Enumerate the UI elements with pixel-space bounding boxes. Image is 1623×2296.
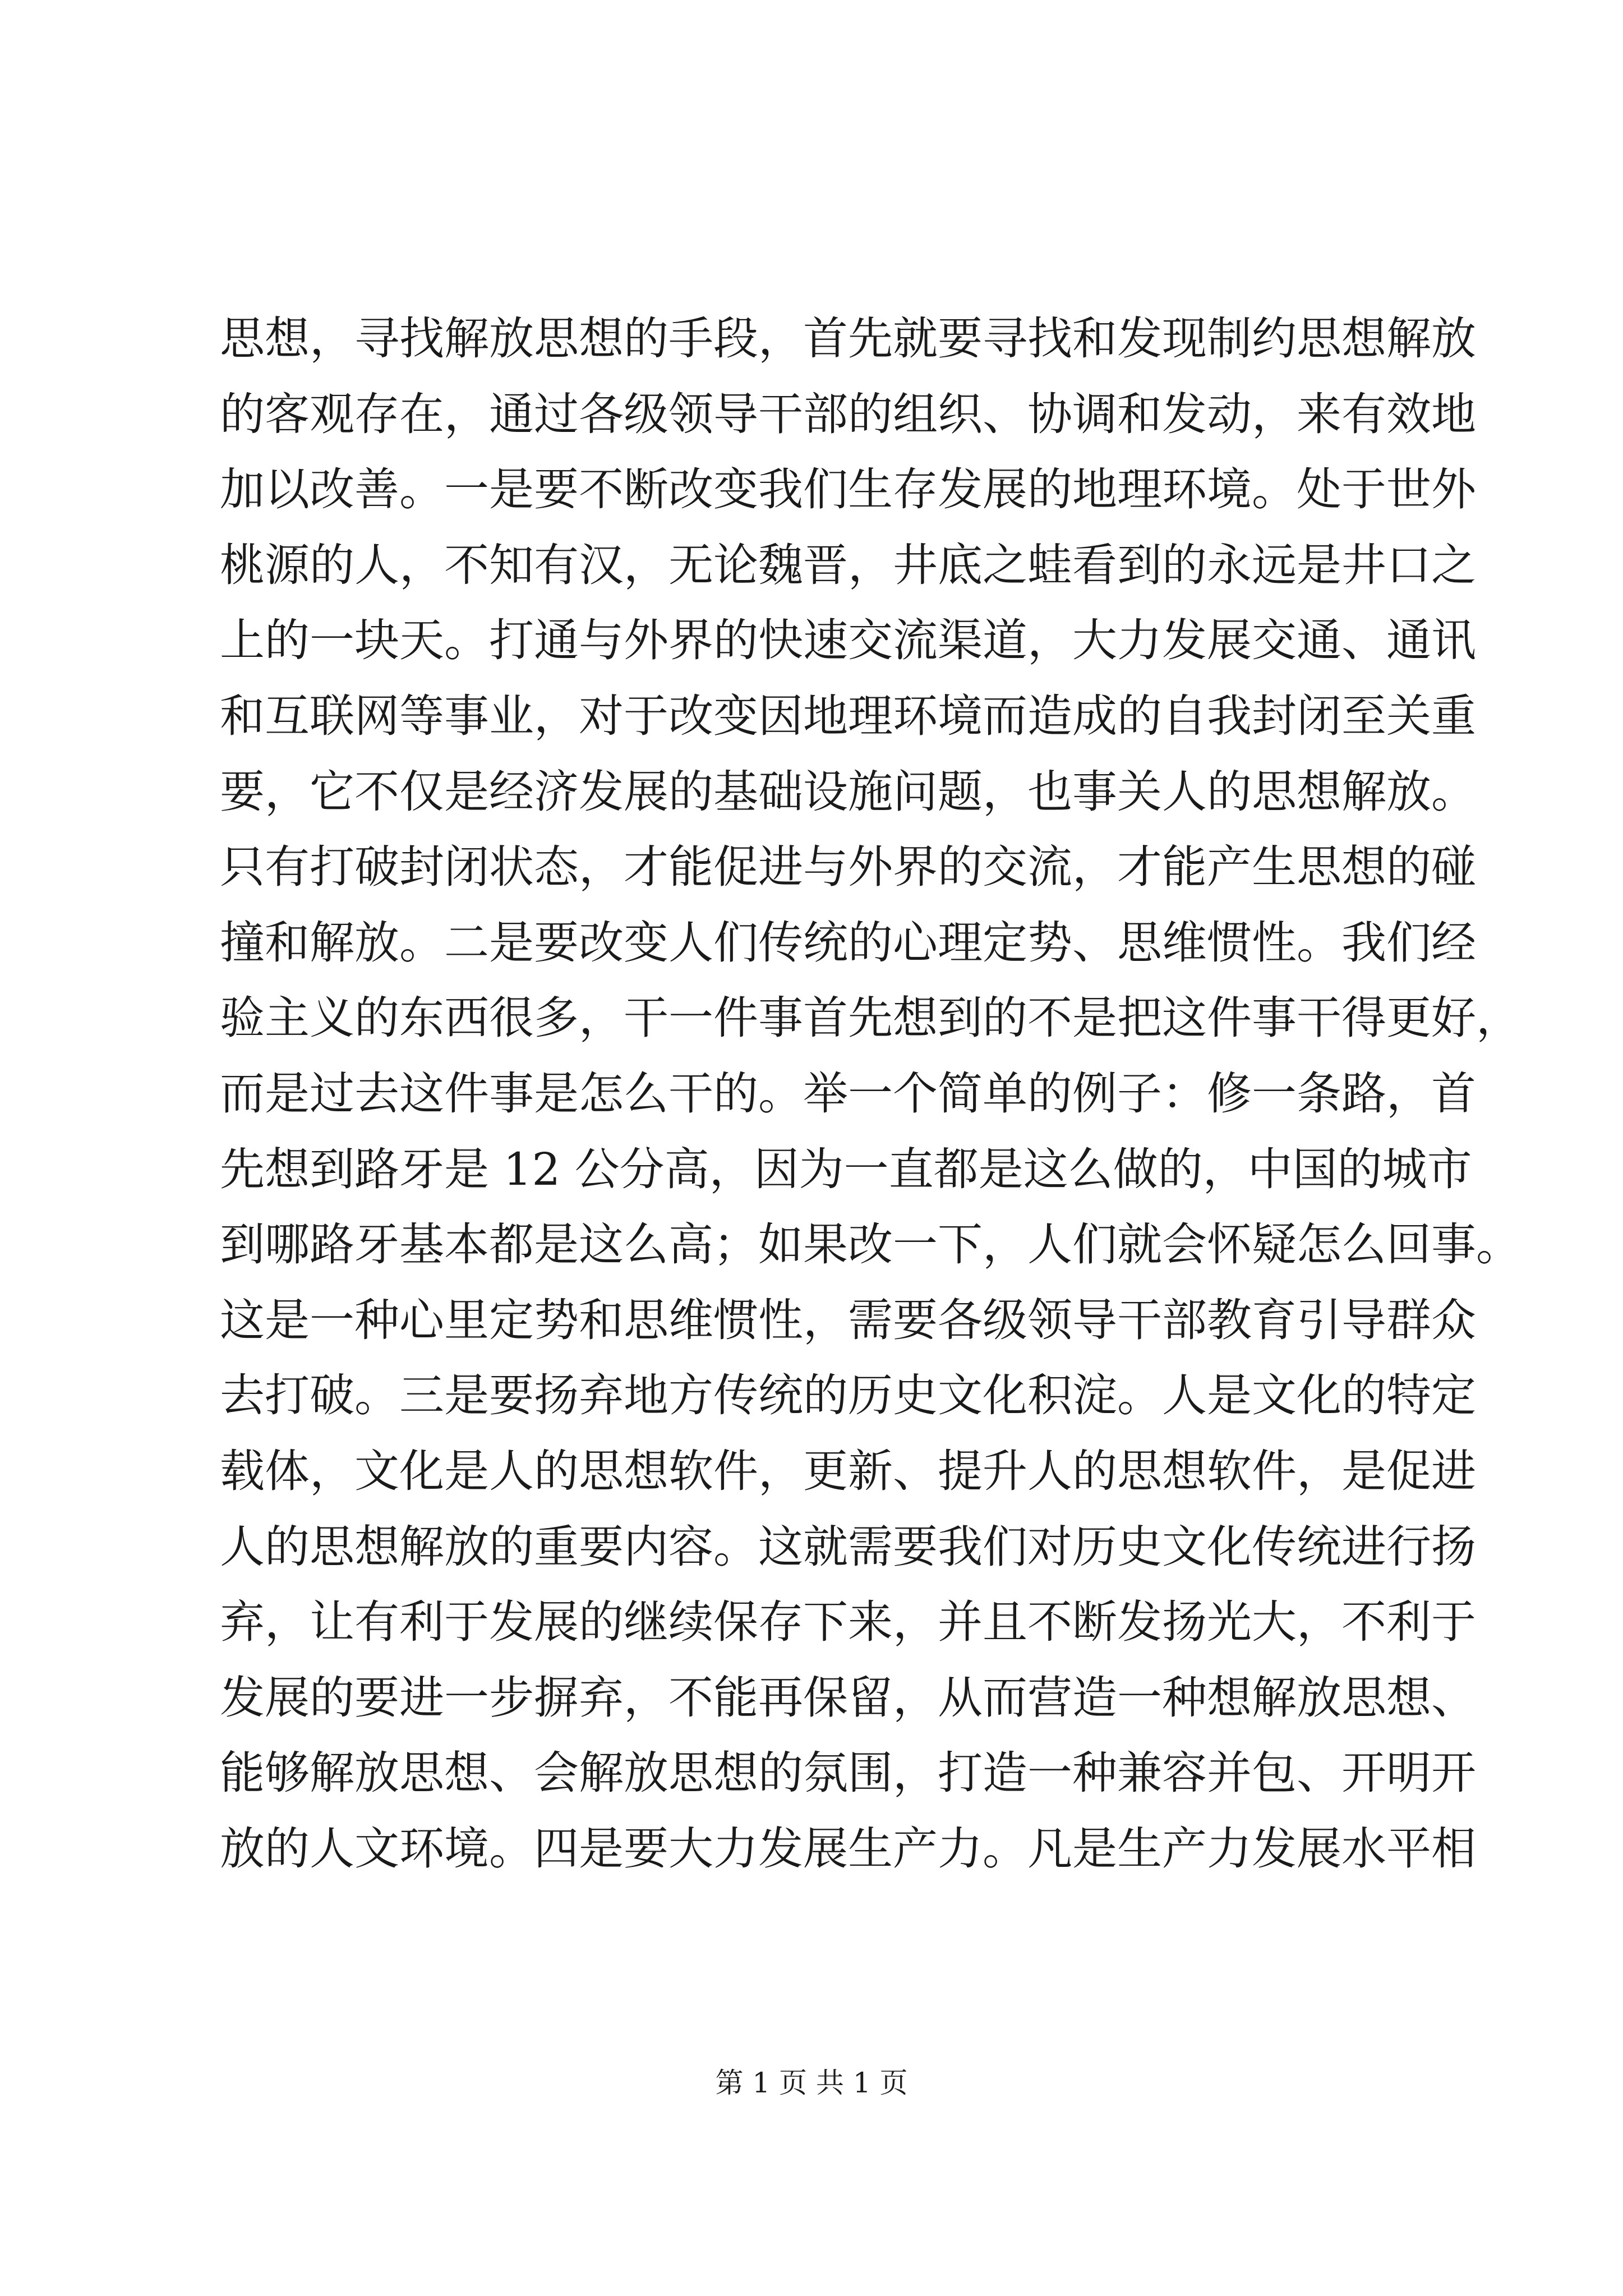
text-line: 桃源的人，不知有汉，无论魏晋，井底之蛙看到的永远是井口之 [220, 539, 1476, 591]
text-line: 要，它不仅是经济发展的基础设施问题，也事关人的思想解放。 [220, 765, 1476, 818]
text-line: 载体，文化是人的思想软件，更新、提升人的思想软件，是促进 [220, 1444, 1476, 1497]
text-line: 到哪路牙基本都是这么高；如果改一下，人们就会怀疑怎么回事。 [220, 1218, 1521, 1271]
text-line: 思想，寻找解放思想的手段，首先就要寻找和发现制约思想解放 [220, 312, 1476, 365]
text-line: 先想到路牙是 12 公分高，因为一直都是这么做的，中国的城市 [220, 1143, 1472, 1195]
text-line: 这是一种心里定势和思维惯性，需要各级领导干部教育引导群众 [220, 1294, 1476, 1346]
text-line: 去打破。三是要扬弃地方传统的历史文化积淀。人是文化的特定 [220, 1369, 1476, 1422]
text-line: 人的思想解放的重要内容。这就需要我们对历史文化传统进行扬 [220, 1520, 1476, 1573]
text-line: 而是过去这件事是怎么干的。举一个简单的例子：修一条路，首 [220, 1067, 1476, 1120]
text-line: 放的人文环境。四是要大力发展生产力。凡是生产力发展水平相 [220, 1822, 1476, 1875]
text-line: 能够解放思想、会解放思想的氛围，打造一种兼容并包、开明开 [220, 1747, 1476, 1800]
text-line: 上的一块天。打通与外界的快速交流渠道，大力发展交通、通讯 [220, 614, 1476, 667]
page-number-label: 第 1 页 共 1 页 [715, 2067, 908, 2099]
text-line: 弃，让有利于发展的继续保存下来，并且不断发扬光大，不利于 [220, 1596, 1476, 1649]
body-text [220, 301, 1521, 1887]
text-line: 只有打破封闭状态，才能促进与外界的交流，才能产生思想的碰 [220, 841, 1476, 894]
text-line: 加以改善。一是要不断改变我们生存发展的地理环境。处于世外 [220, 463, 1476, 516]
text-line: 的客观存在，通过各级领导干部的组织、协调和发动，来有效地 [220, 388, 1476, 440]
text-line: 和互联网等事业，对于改变因地理环境而造成的自我封闭至关重 [220, 689, 1476, 742]
text-line: 撞和解放。二是要改变人们传统的心理定势、思维惯性。我们经 [220, 916, 1476, 969]
page-footer [0, 2063, 1623, 2102]
text-line: 验主义的东西很多，干一件事首先想到的不是把这件事干得更好， [220, 992, 1521, 1045]
text-line: 发展的要进一步摒弃，不能再保留，从而营造一种想解放思想、 [220, 1671, 1476, 1724]
